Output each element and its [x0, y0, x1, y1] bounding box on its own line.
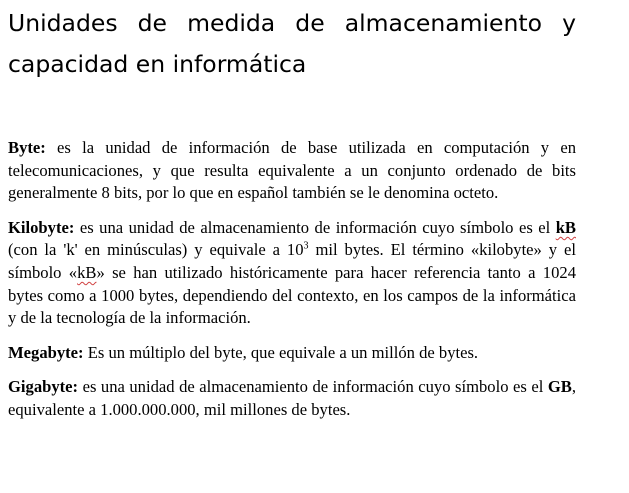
symbol-gb: GB [547, 377, 572, 397]
symbol-kb-quoted: kB [77, 262, 97, 282]
term-byte: Byte: [8, 138, 46, 157]
paragraph-gigabyte-text-2: , equivalente a 1.000.000.000, mil millones de bytes. [8, 377, 576, 419]
paragraph-megabyte [8, 342, 576, 365]
paragraph-byte [8, 137, 576, 205]
paragraph-byte-text: es la unidad de información de base utilizada en computación y en telecomunicaciones, y que resulta equivalente a un conjunto ordenado de bits generalmente 8 bits, por lo que en español también se le denomina octeto. [8, 138, 576, 203]
paragraph-kilobyte-text-2: (con la 'k' en minúsculas) y equivale a 10 [8, 240, 304, 260]
exponent: 3 [303, 240, 309, 252]
document-title: Unidades de medida de almacenamiento y capacidad en informática [8, 9, 576, 78]
paragraph-kilobyte [8, 217, 576, 330]
paragraph-kilobyte-text-1: es una unidad de almacenamiento de información cuyo símbolo es el [74, 217, 556, 237]
document-page [8, 0, 576, 419]
paragraph-gigabyte-text-1: es una unidad de almacenamiento de información cuyo símbolo es el [78, 377, 548, 397]
term-gigabyte: Gigabyte: [8, 377, 79, 397]
term-megabyte: Megabyte: [8, 342, 84, 362]
symbol-kb: kB [555, 217, 576, 237]
paragraph-gigabyte [8, 376, 576, 421]
paragraph-megabyte-text: Es un múltiplo del byte, que equivale a un millón de bytes. [83, 342, 479, 362]
term-kilobyte: Kilobyte: [8, 217, 75, 237]
paragraph-kilobyte-text-4: » se han utilizado históricamente para hacer referencia tanto a 1024 bytes como a 1000 bytes, dependiendo del contexto, en los campos de la informática y de la tecnología de la información. [8, 262, 576, 328]
paragraph-kilobyte-text-3: mil bytes. El término «kilobyte» y el símbolo « [8, 240, 576, 282]
document-body [8, 137, 576, 434]
